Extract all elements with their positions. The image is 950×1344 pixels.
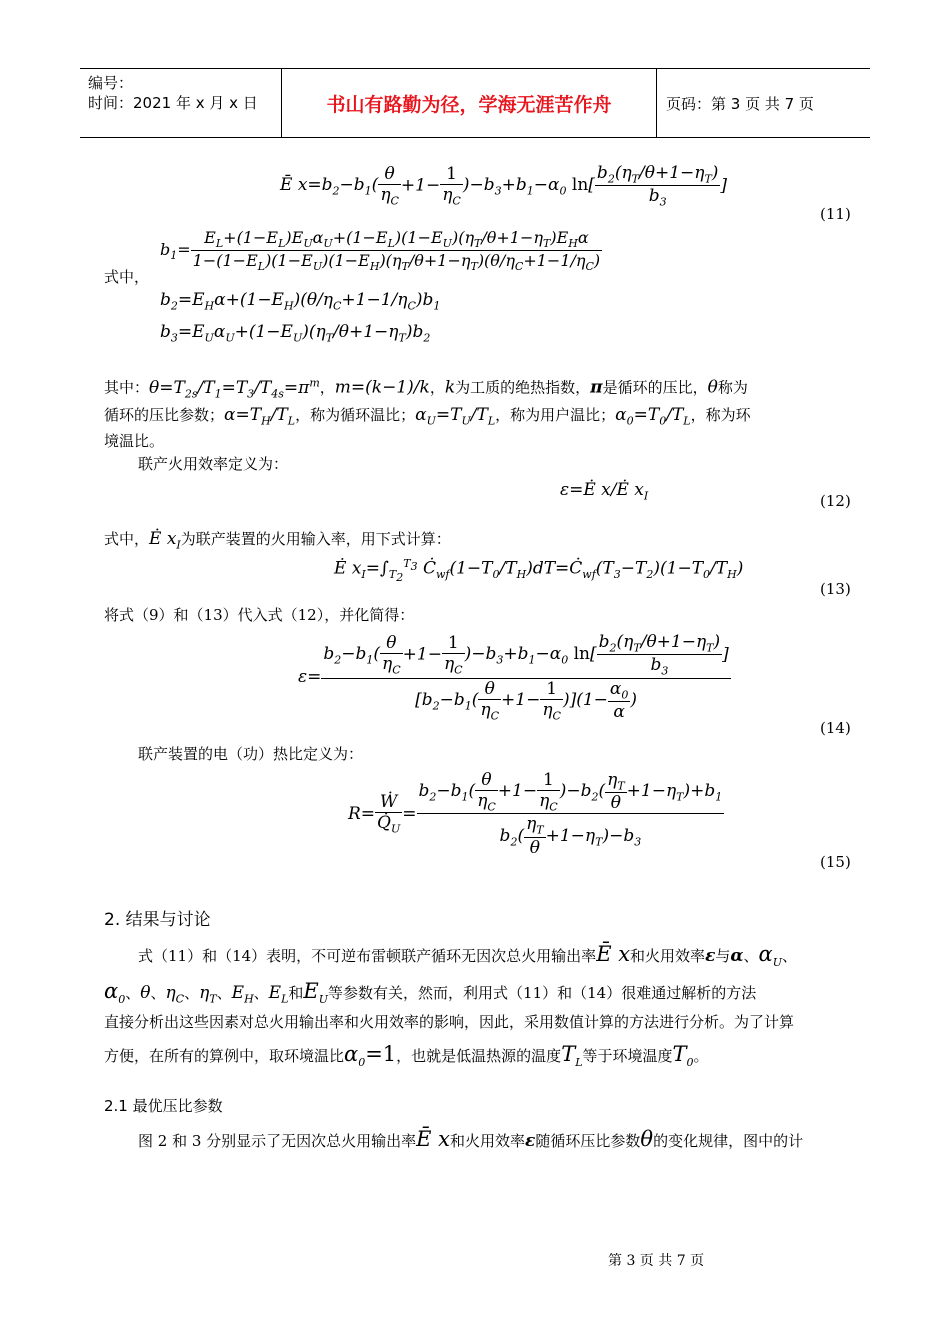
- header-page-info: 页码：第 3 页 共 7 页: [666, 94, 814, 113]
- equation-13: Ė $x_I=\int_{T_2}^{T_3}$ $Ċ_{wf}(1-T_0/T_H)dT=Ċ_{wf}(T_3-T_2)(1-T_0/T_H)$: [334, 557, 744, 585]
- equation-number-14: (14): [820, 719, 851, 737]
- text-qizhong-line: 其中：$\theta=T_{2s}/T_1=T_3/T_{4s}=\pi^m$，m=(k−1)/k，k为工质的绝热指数，π是循环的压比，θ称为: [104, 376, 748, 401]
- text-exi-line: 式中，Ė $x_I$为联产装置的火用输入率，用下式计算：: [104, 529, 451, 552]
- page-header: [80, 68, 870, 138]
- equation-number-11: (11): [820, 205, 851, 223]
- header-meta: [80, 69, 282, 137]
- section-heading-2-1: 2.1 最优压比参数: [104, 1097, 223, 1115]
- paragraph-line-3: 直接分析出这些因素对总火用输出率和火用效率的影响，因此，采用数值计算的方法进行分析。为了计算: [104, 1013, 795, 1031]
- text-qizhong: 其中：: [104, 378, 150, 397]
- equation-number-13: (13): [820, 580, 851, 598]
- equation-14: ε= $b_2-b_1$( $\frac{\theta}{\eta_C}$ +1− $\frac{1}{\eta_C}$ )$-b_3+b_1-\alpha_0$ ln[ $\frac{b_2(\eta_T/\theta+1-\eta_T)}{b_3}$ ] [$b_2-b_1$( $\frac{\theta}{\eta_C}$ +1− $\frac{1}{\eta_C}$ )](1− $\frac{\alpha_0}{\alpha}$ ): [298, 632, 729, 723]
- equation-b2: $b_2=E_H\alpha+(1-E_H)(\theta/\eta_C+1-1/\eta_C)b_1$: [160, 290, 441, 313]
- text-substitute: 将式（9）和（13）代入式（12），并化简得：: [104, 606, 415, 624]
- section-heading-2: 2. 结果与讨论: [104, 910, 211, 930]
- equation-b1: $b_1=$ $\frac{E_L+(1-E_L)E_U\alpha_U+(1-E_L)(1-E_U)(\eta_T/\theta+1-\eta_T)E_H\alpha}{1-(1-E_L)(1-E_U)(1-E_H)(\eta_T/\theta+1-\eta_T)(\theta/\eta_C+1-1/\eta_C)}$: [160, 228, 601, 274]
- equation-number-12: (12): [820, 492, 851, 510]
- paragraph-line-2: $\alpha_0$、θ、$\eta_C$、$\eta_T$、$E_H$、$E_L$和$E_U$等参数有关，然而，利用式（11）和（14）很难通过解析的方法: [104, 979, 757, 1007]
- equation-11: Ē $x=b_2-b_1$( $\frac{\theta}{\eta_C}$ +1− $\frac{1}{\eta_C}$ )$-b_3+b_1-\alpha_0$ ln[ $\frac{b_2(\eta_T/\theta+1-\eta_T)}{b_3}$ ]: [280, 163, 728, 209]
- text-pi-desc: 是循环的压比，: [602, 378, 708, 397]
- paragraph-line-4: 方便，在所有的算例中，取环境温比$\alpha_0=1$，也就是低温热源的温度$T_L$等于环境温度$T_0$。: [104, 1042, 709, 1070]
- paragraph-line-1: 式（11）和（14）表明，不可逆布雷顿联产循环无因次总火用输出率Ē x和火用效率ε与α、$\alpha_U$、: [138, 942, 798, 970]
- date-label: 时间：2021 年 x 月 x 日: [88, 94, 258, 112]
- equation-15: R= $\frac{\text{Ẇ}}{Q̇_U}$ = $b_2-b_1$( $\frac{\theta}{\eta_C}$ +1− $\frac{1}{\eta_C}$ )$-b_2$( $\frac{\eta_T}{\theta}$ $+1-\eta_T)+b_1$ $b_2$( $\frac{\eta_T}{\theta}$ $+1-\eta_T)-b_3$: [348, 770, 723, 858]
- text-ratio-line: 循环的压比参数；$\alpha=T_H/T_L$，称为循环温比；$\alpha_U=T_U/T_L$，称为用户温比；$\alpha_0=T_0/T_L$，称为环: [104, 405, 751, 428]
- text-theta-desc: 称为: [717, 378, 748, 397]
- text-power-heat: 联产装置的电（功）热比定义为：: [138, 745, 364, 763]
- text-k-desc: 为工质的绝热指数，: [455, 378, 591, 397]
- equation-number-15: (15): [820, 853, 851, 871]
- text-eff-def: 联产火用效率定义为：: [138, 455, 289, 473]
- text-shizhong-1: 式中，: [104, 268, 150, 286]
- page-footer: 第 3 页 共 7 页: [608, 1253, 705, 1269]
- paragraph-line-5: 图 2 和 3 分别显示了无因次总火用输出率Ē x和火用效率ε随循环压比参数θ的变化规律，图中的计: [138, 1127, 804, 1151]
- code-label: 编号：: [88, 74, 134, 92]
- header-motto: 书山有路勤为径，学海无涯苦作舟: [282, 69, 657, 137]
- text-line3: 境温比。: [104, 432, 165, 450]
- equation-b3: $b_3=E_U\alpha_U+(1-E_U)(\eta_T/\theta+1-\eta_T)b_2$: [160, 322, 431, 345]
- equation-12: ε=Ė x/Ė $x_I$: [560, 480, 649, 503]
